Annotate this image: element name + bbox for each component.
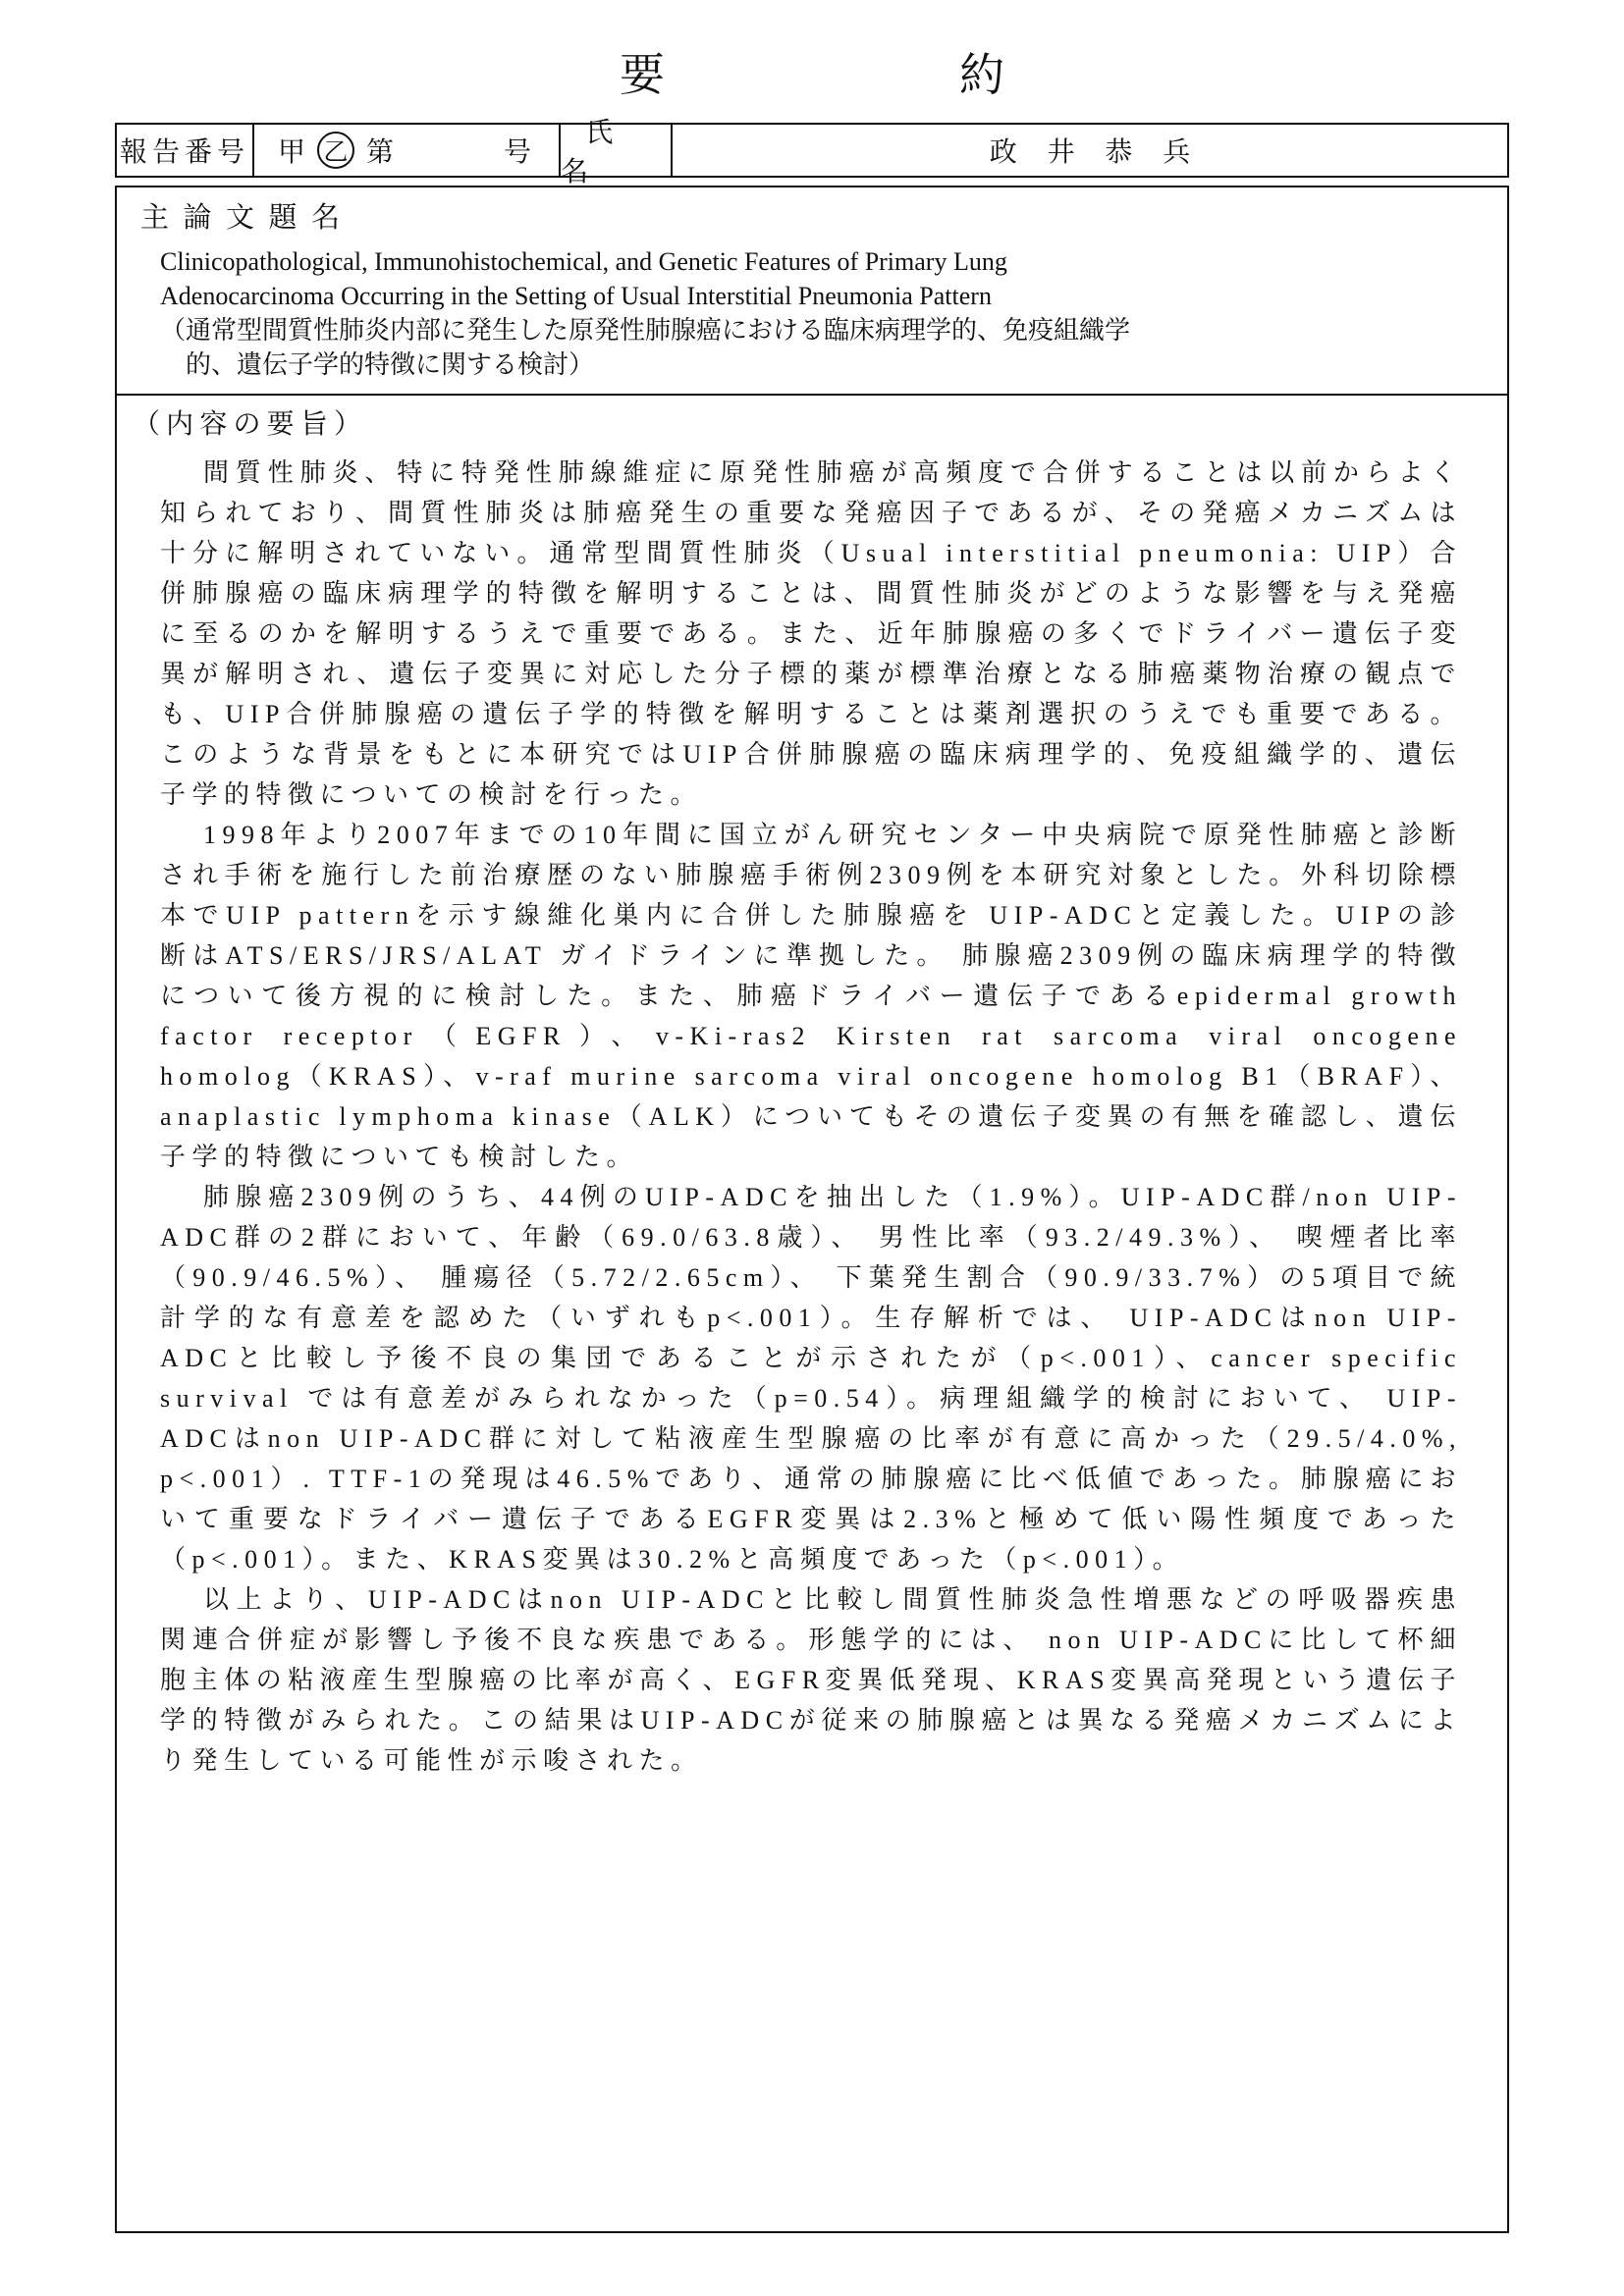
thesis-title-section-label: 主論文題名 bbox=[140, 201, 354, 234]
report-header-table bbox=[115, 117, 1509, 187]
kou-mark: 甲 bbox=[278, 136, 306, 168]
gou-label: 号 bbox=[503, 136, 531, 168]
abstract-paragraph-3: 肺腺癌2309例のうち、44例のUIP-ADCを抽出した（1.9%）。UIP-ADC群/non UIP-ADC群の2群において、年齢（69.0/63.8歳）、 男性比率（93.2/49.3%）、 喫煙者比率（90.9/46.5%）、 腫瘍径（5.72/2.65cm）、 下葉発生割合（90.9/33.7%）の5項目で統計学的な有意差を認めた（いずれもp<.001）。生存解析では、 UIP-ADCはnon UIP-ADCと比較し予後不良の集団であることが示されたが（p<.001）、cancer specific survival では有意差がみられなかった（p=0.54）。病理組織学的検討において、 UIP-ADCはnon UIP-ADC群に対して粘液産生型腺癌の比率が有意に高かった（29.5/4.0%, p<.001）. TTF-1の発現は46.5%であり、通常の肺腺癌に比べ低値であった。肺腺癌において重要なドライバー遺伝子であるEGFR変異は2.3%と極めて低い陽性頻度であった（p<.001）。また、KRAS変異は30.2%と高頻度であった（p<.001）。 bbox=[160, 1182, 1462, 1574]
abstract-paragraph-2: 1998年より2007年までの10年間に国立がん研究センター中央病院で原発性肺癌と診断され手術を施行した前治療歴のない肺腺癌手術例2309例を本研究対象とした。外科切除標本でUIP patternを示す線維化巣内に合併した肺腺癌を UIP-ADCと定義した。UIPの診断はATS/ERS/JRS/ALAT ガイドラインに準拠した。 肺腺癌2309例の臨床病理学的特徴について後方視的に検討した。また、肺癌ドライバー遺伝子であるepidermal growth factor receptor（EGFR）、v-Ki-ras2 Kirsten rat sarcoma viral oncogene homolog（KRAS）、v-raf murine sarcoma viral oncogene homolog B1（BRAF）、anaplastic lymphoma kinase（ALK）についてもその遺伝子変異の有無を確認し、遺伝子学的特徴についても検討した。 bbox=[160, 820, 1462, 1171]
page-title-char-left: 要 bbox=[620, 50, 665, 100]
abstract-body bbox=[160, 453, 1462, 1781]
dai-label: 第 bbox=[366, 136, 395, 168]
section-divider bbox=[117, 394, 1507, 396]
otsu-circled-mark: 乙 bbox=[317, 132, 354, 169]
abstract-box bbox=[115, 186, 1509, 2233]
page-title bbox=[0, 0, 1624, 101]
applicant-name: 政井恭兵 bbox=[671, 125, 1507, 176]
abstract-paragraph-1: 間質性肺炎、特に特発性肺線維症に原発性肺癌が高頻度で合併することは以前からよく知られており、間質性肺炎は肺癌発生の重要な発癌因子であるが、その発癌メカニズムは十分に解明されていない。通常型間質性肺炎（Usual interstitial pneumonia: UIP）合併肺腺癌の臨床病理学的特徴を解明することは、間質性肺炎がどのような影響を与え発癌に至るのかを解明するうえで重要である。また、近年肺腺癌の多くでドライバー遺伝子変異が解明され、遺伝子変異に対応した分子標的薬が標準治療となる肺癌薬物治療の観点でも、UIP合併肺腺癌の遺伝子学的特徴を解明することは薬剤選択のうえでも重要である。このような背景をもとに本研究ではUIP合併肺腺癌の臨床病理学的、免疫組織学的、遺伝子学的特徴についての検討を行った。 bbox=[160, 457, 1462, 809]
page-title-char-right: 約 bbox=[959, 50, 1004, 100]
abstract-heading: （内容の要旨） bbox=[133, 408, 368, 440]
thesis-title-japanese-line-1: （通常型間質性肺炎内部に発生した原発性肺腺癌における臨床病理学的、免疫組織学 bbox=[160, 315, 1131, 345]
thesis-title-japanese-line-2: 的、遺伝子学的特徴に関する検討） bbox=[186, 349, 595, 379]
report-number-label: 報告番号 bbox=[119, 136, 250, 168]
name-label: 氏名 bbox=[559, 125, 671, 176]
thesis-title-english-line-1: Clinicopathological, Immunohistochemical, and Genetic Features of Primary Lung bbox=[160, 246, 1007, 276]
thesis-title bbox=[160, 244, 1448, 382]
abstract-paragraph-4: 以上より、UIP-ADCはnon UIP-ADCと比較し間質性肺炎急性増悪などの呼吸器疾患関連合併症が影響し予後不良な疾患である。形態学的には、 non UIP-ADCに比して杯細胞主体の粘液産生型腺癌の比率が高く、EGFR変異低発現、KRAS変異高発現という遺伝子学的特徴がみられた。この結果はUIP-ADCが従来の肺腺癌とは異なる発癌メカニズムにより発生している可能性が示唆された。 bbox=[160, 1584, 1462, 1775]
thesis-title-english-line-2: Adenocarcinoma Occurring in the Setting of Usual Interstitial Pneumonia Pattern bbox=[160, 281, 992, 310]
report-number-field bbox=[252, 125, 559, 176]
